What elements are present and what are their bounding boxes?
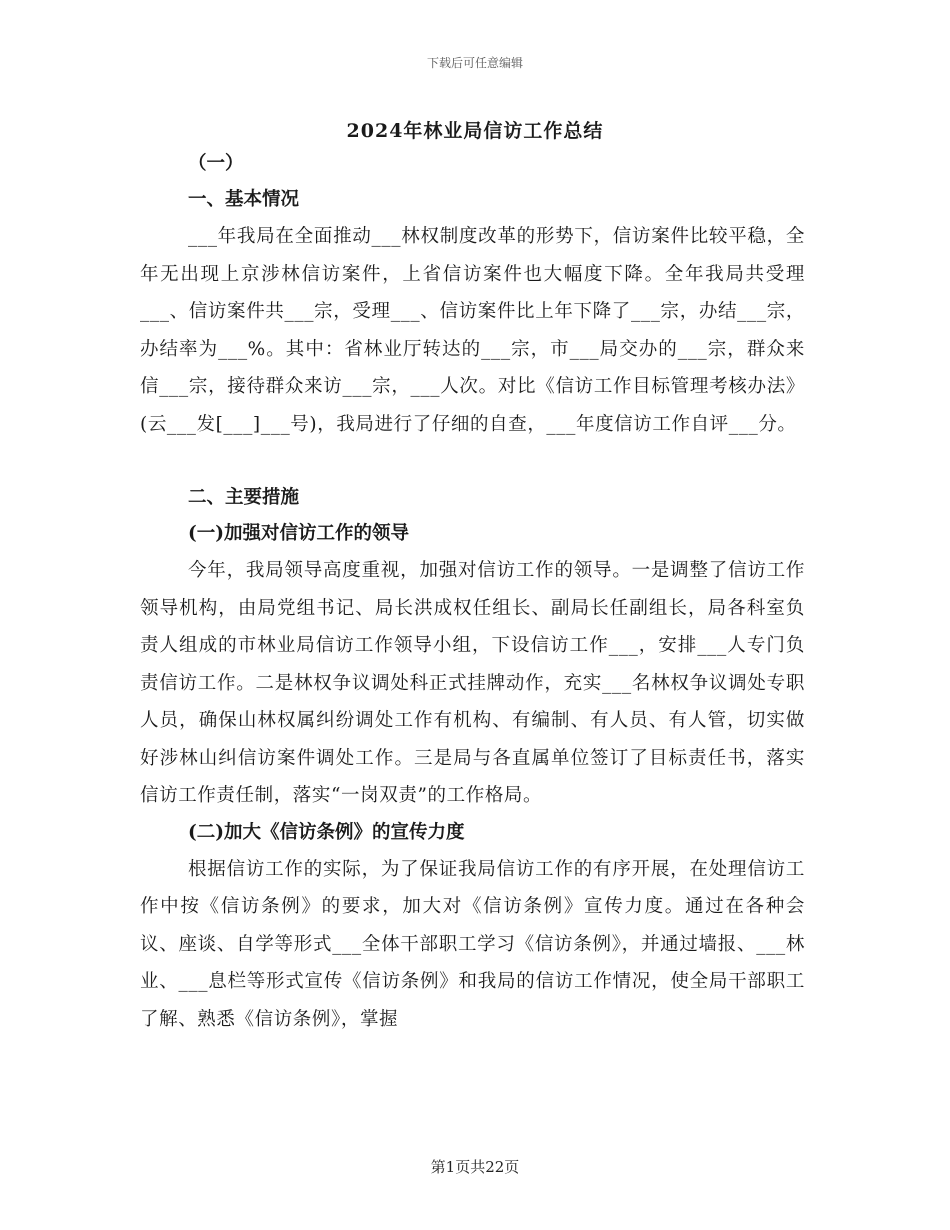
sub1-paragraph: 今年，我局领导高度重视，加强对信访工作的领导。一是调整了信访工作领导机构，由局党组书记、局长洪成权任组长、副局长任副组长，局各科室负责人组成的市林业局信访工作领导小组，下设信访工作___，安排___人专门负责信访工作。二是林权争议调处科正式挂牌动作，充实___名林权争议调处专职人员，确保山林权属纠纷调处工作有机构、有编制、有人员、有人管，切实做好涉林山纠信访案件调处工作。三是局与各直属单位签订了目标责任书，落实信访工作责任制，落实“一岗双责”的工作格局。 <box>140 560 805 806</box>
sub2-paragraph: 根据信访工作的实际，为了保证我局信访工作的有序开展，在处理信访工作中按《信访条例》的要求，加大对《信访条例》宣传力度。通过在各种会议、座谈、自学等形式___全体干部职工学习《信访条例》，并通过墙报、___林业、___息栏等形式宣传《信访条例》和我局的信访工作情况，使全局干部职工了解、熟悉《信访条例》，掌握 <box>140 858 805 1030</box>
section1-paragraph: ___年我局在全面推动___林权制度改革的形势下，信访案件比较平稳，全年无出现上京涉林信访案件，上省信访案件也大幅度下降。全年我局共受理___、信访案件共___宗，受理___、信访案件比上年下降了___宗，办结___宗，办结率为___%。其中：省林业厅转达的___宗，市___局交办的___宗，群众来信___宗，接待群众来访___宗，___人次。对比《信访工作目标管理考核办法》(云___发[___]___号)，我局进行了仔细的自查，___年度信访工作自评___分。 <box>140 226 805 435</box>
section-basic-situation <box>140 182 805 443</box>
sub1-heading: (一)加强对信访工作的领导 <box>188 523 410 544</box>
sub2-heading: (二)加大《信访条例》的宣传力度 <box>188 821 465 843</box>
page-footer: 第1页共22页 <box>430 1158 520 1176</box>
document-title: 2024年林业局信访工作总结 <box>346 120 604 142</box>
part-label: （一） <box>188 153 244 174</box>
section1-heading: 一、基本情况 <box>188 189 300 210</box>
section2-heading: 二、主要措施 <box>188 487 300 508</box>
section-main-measures <box>140 480 805 1038</box>
part-label-block <box>140 146 805 182</box>
header-note: 下载后可任意编辑 <box>426 56 523 70</box>
